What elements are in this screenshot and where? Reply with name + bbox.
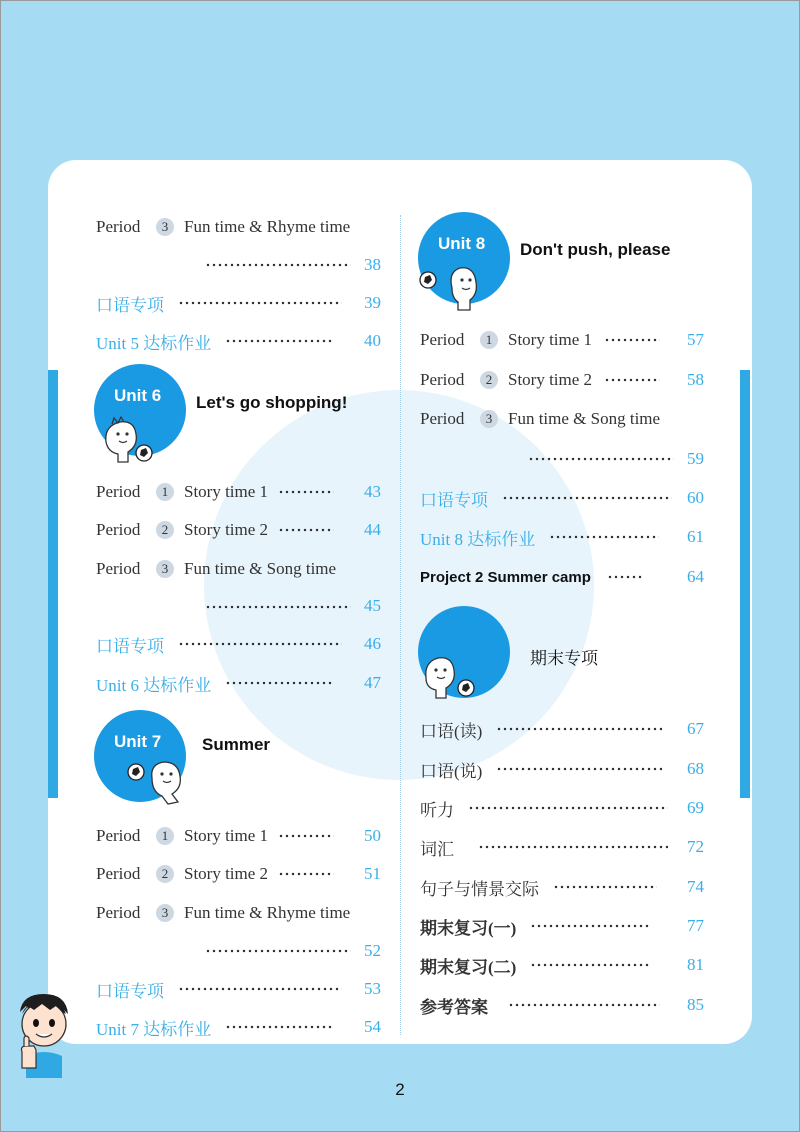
entry-title: Story time 1 bbox=[508, 330, 593, 349]
period-label: Period bbox=[96, 903, 141, 922]
period-label: Period bbox=[96, 559, 141, 578]
page-number[interactable]: 67 bbox=[687, 719, 704, 738]
toc-entry-unit6-period2[interactable] bbox=[96, 517, 334, 543]
toc-dots-row bbox=[205, 252, 351, 278]
period-number-badge: 1 bbox=[480, 331, 498, 349]
toc-entry-final-2[interactable] bbox=[420, 756, 662, 782]
toc-entry-unit6-period1[interactable] bbox=[96, 479, 334, 505]
toc-entry-unit8-homework[interactable] bbox=[420, 524, 659, 550]
period-number-badge: 1 bbox=[156, 483, 174, 501]
page-number[interactable]: 54 bbox=[364, 1017, 381, 1036]
period-number-badge: 2 bbox=[156, 865, 174, 883]
toc-dots-row bbox=[205, 594, 351, 620]
period-number-badge: 3 bbox=[156, 560, 174, 578]
unit-6-title: Let's go shopping! bbox=[196, 393, 348, 412]
dinosaur-mascot-icon bbox=[418, 650, 478, 700]
toc-entry-unit8-period1[interactable] bbox=[420, 327, 660, 353]
page-number[interactable]: 43 bbox=[364, 482, 381, 501]
toc-entry-project-2[interactable] bbox=[420, 564, 643, 590]
leader-dots bbox=[178, 301, 342, 305]
page-number[interactable]: 74 bbox=[687, 877, 704, 896]
dinosaur-mascot-icon bbox=[98, 412, 156, 466]
page-number[interactable]: 53 bbox=[364, 979, 381, 998]
period-number-badge: 1 bbox=[156, 827, 174, 845]
toc-entry-final-5[interactable] bbox=[420, 874, 657, 900]
leader-dots bbox=[528, 457, 674, 461]
page-number[interactable]: 50 bbox=[364, 826, 381, 845]
period-label: Period bbox=[420, 370, 465, 389]
period-label: Period bbox=[96, 864, 141, 883]
entry-title: 期末复习(二) bbox=[420, 957, 517, 977]
right-side-bar bbox=[740, 370, 750, 798]
leader-dots bbox=[478, 845, 668, 849]
page-number[interactable]: 77 bbox=[687, 916, 704, 935]
toc-entry-unit8-oral[interactable] bbox=[420, 485, 672, 511]
toc-entry-unit8-period2[interactable] bbox=[420, 367, 660, 393]
entry-title: 口语专项 bbox=[96, 636, 164, 656]
page-number[interactable]: 57 bbox=[687, 330, 704, 349]
entry-title: Story time 1 bbox=[184, 482, 269, 501]
period-number-badge: 2 bbox=[156, 521, 174, 539]
period-label: Period bbox=[420, 330, 465, 349]
entry-title: Unit 6 达标作业 bbox=[96, 675, 212, 695]
page-number[interactable]: 51 bbox=[364, 864, 381, 883]
leader-dots bbox=[225, 681, 333, 685]
leader-dots bbox=[205, 263, 351, 267]
entry-title: Fun time & Song time bbox=[508, 409, 661, 428]
leader-dots bbox=[205, 605, 351, 609]
entry-title: Unit 7 达标作业 bbox=[96, 1019, 212, 1039]
period-label: Period bbox=[96, 520, 141, 539]
leader-dots bbox=[496, 767, 662, 771]
toc-entry-unit6-oral[interactable] bbox=[96, 631, 342, 657]
page-number[interactable]: 64 bbox=[687, 567, 704, 586]
entry-title: 口语专项 bbox=[96, 981, 164, 1001]
toc-entry-unit7-period3[interactable] bbox=[96, 900, 350, 926]
leader-dots bbox=[604, 378, 660, 382]
column-divider bbox=[400, 215, 401, 1035]
leader-dots bbox=[278, 834, 334, 838]
page-number[interactable]: 46 bbox=[364, 634, 381, 653]
entry-title: Unit 8 达标作业 bbox=[420, 529, 536, 549]
toc-entry-unit8-period3[interactable] bbox=[420, 406, 660, 432]
toc-entry-unit7-homework[interactable] bbox=[96, 1014, 333, 1040]
page-number[interactable]: 59 bbox=[687, 449, 704, 468]
page-number-footer: 2 bbox=[395, 1080, 405, 1099]
entry-title: Fun time & Rhyme time bbox=[184, 217, 351, 236]
entry-title: Fun time & Rhyme time bbox=[184, 903, 351, 922]
leader-dots bbox=[278, 528, 334, 532]
toc-entry-unit6-homework[interactable] bbox=[96, 670, 333, 696]
toc-entry-final-6[interactable] bbox=[420, 913, 650, 939]
toc-entry-unit5-period3[interactable] bbox=[96, 214, 350, 240]
cartoon-boy-thumbs-up-icon bbox=[12, 990, 76, 1078]
entry-title: 口语专项 bbox=[420, 490, 488, 510]
toc-entry-unit5-homework[interactable] bbox=[96, 328, 333, 354]
unit-badge-label: Unit 7 bbox=[114, 732, 162, 751]
toc-entry-unit7-oral[interactable] bbox=[96, 976, 342, 1002]
leader-dots bbox=[278, 872, 334, 876]
toc-entry-final-8[interactable] bbox=[420, 992, 660, 1018]
toc-entry-final-7[interactable] bbox=[420, 952, 650, 978]
leader-dots bbox=[553, 885, 657, 889]
entry-title: 参考答案 bbox=[420, 997, 488, 1017]
leader-dots bbox=[205, 949, 351, 953]
leader-dots bbox=[178, 987, 342, 991]
page-number[interactable]: 60 bbox=[687, 488, 704, 507]
leader-dots bbox=[607, 575, 643, 579]
dinosaur-mascot-icon bbox=[418, 262, 484, 312]
final-review-title: 期末专项 bbox=[530, 649, 598, 668]
entry-title: 口语(说) bbox=[420, 761, 483, 781]
page-number[interactable]: 45 bbox=[364, 596, 381, 615]
period-label: Period bbox=[420, 409, 465, 428]
unit-badge-label: Unit 6 bbox=[114, 386, 162, 405]
leader-dots bbox=[225, 339, 333, 343]
period-number-badge: 2 bbox=[480, 371, 498, 389]
leader-dots bbox=[530, 963, 650, 967]
leader-dots bbox=[225, 1025, 333, 1029]
leader-dots bbox=[278, 490, 334, 494]
leader-dots bbox=[604, 338, 660, 342]
page-number[interactable]: 47 bbox=[364, 673, 381, 692]
toc-entry-final-3[interactable] bbox=[420, 795, 668, 821]
entry-title: Story time 1 bbox=[184, 826, 269, 845]
page-number[interactable]: 52 bbox=[364, 941, 381, 960]
period-label: Period bbox=[96, 217, 141, 236]
leader-dots bbox=[530, 924, 650, 928]
period-label: Period bbox=[96, 826, 141, 845]
page-number[interactable]: 61 bbox=[687, 527, 704, 546]
page-number[interactable]: 69 bbox=[687, 798, 704, 817]
entry-title: Fun time & Song time bbox=[184, 559, 337, 578]
toc-entry-unit5-oral[interactable] bbox=[96, 290, 342, 316]
entry-title: Story time 2 bbox=[508, 370, 593, 389]
page-number[interactable]: 38 bbox=[364, 255, 381, 274]
toc-entry-final-1[interactable] bbox=[420, 716, 662, 742]
leader-dots bbox=[468, 806, 668, 810]
leader-dots bbox=[508, 1003, 660, 1007]
period-number-badge: 3 bbox=[480, 410, 498, 428]
left-side-bar bbox=[48, 370, 58, 798]
entry-title: 期末复习(一) bbox=[420, 918, 517, 938]
entry-title: 口语专项 bbox=[96, 295, 164, 315]
page-number[interactable]: 81 bbox=[687, 955, 704, 974]
period-number-badge: 3 bbox=[156, 904, 174, 922]
toc-dots-row bbox=[528, 446, 674, 472]
toc-dots-row bbox=[205, 938, 351, 964]
period-label: Period bbox=[96, 482, 141, 501]
entry-title: 词汇 bbox=[420, 839, 454, 859]
toc-entry-final-4[interactable] bbox=[420, 834, 668, 860]
toc-entry-unit7-period1[interactable] bbox=[96, 823, 334, 849]
page-number[interactable]: 85 bbox=[687, 995, 704, 1014]
toc-entry-unit6-period3[interactable] bbox=[96, 556, 336, 582]
leader-dots bbox=[496, 727, 662, 731]
unit-8-title: Don't push, please bbox=[520, 240, 671, 259]
leader-dots bbox=[178, 642, 342, 646]
page-number[interactable]: 58 bbox=[687, 370, 704, 389]
leader-dots bbox=[502, 496, 672, 500]
leader-dots bbox=[549, 535, 659, 539]
page-number[interactable]: 40 bbox=[364, 331, 381, 350]
entry-title: 听力 bbox=[420, 800, 454, 820]
page-number[interactable]: 39 bbox=[364, 293, 381, 312]
page-number[interactable]: 72 bbox=[687, 837, 704, 856]
entry-title: Unit 5 达标作业 bbox=[96, 333, 212, 353]
dinosaur-mascot-icon bbox=[124, 758, 194, 808]
entry-title: 口语(读) bbox=[420, 721, 483, 741]
page-number[interactable]: 44 bbox=[364, 520, 381, 539]
period-number-badge: 3 bbox=[156, 218, 174, 236]
page-number[interactable]: 68 bbox=[687, 759, 704, 778]
entry-title: Project 2 Summer camp bbox=[420, 568, 591, 586]
entry-title: 句子与情景交际 bbox=[420, 879, 539, 899]
unit-badge-label: Unit 8 bbox=[438, 234, 486, 253]
entry-title: Story time 2 bbox=[184, 864, 269, 883]
entry-title: Story time 2 bbox=[184, 520, 269, 539]
unit-7-title: Summer bbox=[202, 735, 271, 754]
toc-entry-unit7-period2[interactable] bbox=[96, 861, 334, 887]
